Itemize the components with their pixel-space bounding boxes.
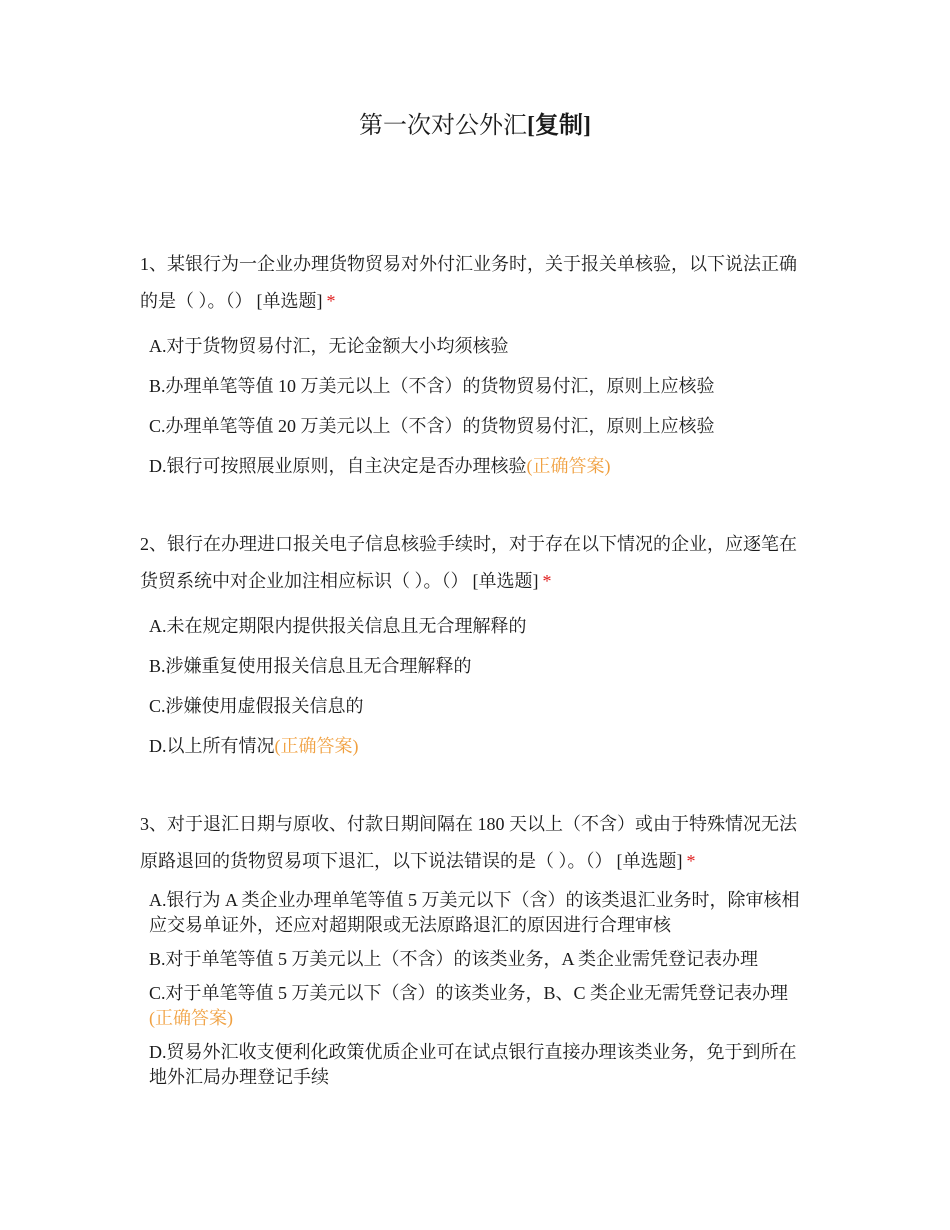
option-text: A.对于货物贸易付汇，无论金额大小均须核验 (149, 336, 509, 356)
title-text: 第一次对公外汇 (359, 113, 527, 139)
title-copy-suffix: [复制] (527, 113, 591, 139)
option-list (149, 888, 805, 1090)
option-list (149, 326, 805, 486)
option-text: D.以上所有情况 (149, 736, 275, 756)
option-text: D.银行可按照展业原则，自主决定是否办理核验 (149, 456, 527, 476)
option-d[interactable] (149, 446, 805, 486)
option-c[interactable] (149, 981, 805, 1031)
page-title (0, 110, 950, 142)
question-type-label: [单选题] (472, 571, 539, 591)
option-b[interactable] (149, 646, 805, 686)
option-c[interactable] (149, 406, 805, 446)
required-mark: * (686, 851, 696, 871)
option-b[interactable] (149, 366, 805, 406)
question-type-label: [单选题] (616, 851, 683, 871)
option-d[interactable] (149, 1040, 805, 1090)
option-c[interactable] (149, 686, 805, 726)
correct-answer-tag: (正确答案) (274, 736, 359, 756)
option-text: B.涉嫌重复使用报关信息且无合理解释的 (149, 656, 472, 676)
option-d[interactable] (149, 726, 805, 766)
question-number: 3、 (140, 814, 167, 834)
option-list (149, 606, 805, 766)
option-text: B.对于单笔等值 5 万美元以上（不含）的该类业务，A 类企业需凭登记表办理 (149, 949, 759, 969)
question-text (140, 806, 805, 880)
question-type-label: [单选题] (256, 291, 323, 311)
question-number: 2、 (140, 534, 167, 554)
option-text: B.办理单笔等值 10 万美元以上（不含）的货物贸易付汇，原则上应核验 (149, 376, 715, 396)
question-2 (140, 526, 805, 766)
question-text (140, 246, 805, 320)
question-stem: 对于退汇日期与原收、付款日期间隔在 180 天以上（不含）或由于特殊情况无法原路退回的货物贸易项下退汇，以下说法错误的是（ ）。（） (140, 814, 797, 871)
option-b[interactable] (149, 947, 805, 972)
option-text: C.办理单笔等值 20 万美元以上（不含）的货物贸易付汇，原则上应核验 (149, 416, 715, 436)
option-text: C.对于单笔等值 5 万美元以下（含）的该类业务，B、C 类企业无需凭登记表办理 (149, 983, 789, 1003)
option-text: A.未在规定期限内提供报关信息且无合理解释的 (149, 616, 527, 636)
question-1 (140, 246, 805, 486)
correct-answer-tag: (正确答案) (526, 456, 611, 476)
question-text (140, 526, 805, 600)
question-number: 1、 (140, 254, 167, 274)
option-text: A.银行为 A 类企业办理单笔等值 5 万美元以下（含）的该类退汇业务时，除审核相应交易单证外，还应对超期限或无法原路退汇的原因进行合理审核 (149, 890, 800, 935)
correct-answer-tag: (正确答案) (149, 1008, 233, 1028)
question-stem: 某银行为一企业办理货物贸易对外付汇业务时，关于报关单核验，以下说法正确的是（ ）。（） (140, 254, 797, 311)
option-text: D.贸易外汇收支便利化政策优质企业可在试点银行直接办理该类业务，免于到所在地外汇局办理登记手续 (149, 1042, 797, 1087)
required-mark: * (542, 571, 552, 591)
question-stem: 银行在办理进口报关电子信息核验手续时，对于存在以下情况的企业，应逐笔在货贸系统中对企业加注相应标识（ ）。（） (140, 534, 797, 591)
question-3 (140, 806, 805, 1099)
required-mark: * (326, 291, 336, 311)
option-a[interactable] (149, 606, 805, 646)
option-a[interactable] (149, 326, 805, 366)
option-a[interactable] (149, 888, 805, 938)
option-text: C.涉嫌使用虚假报关信息的 (149, 696, 364, 716)
